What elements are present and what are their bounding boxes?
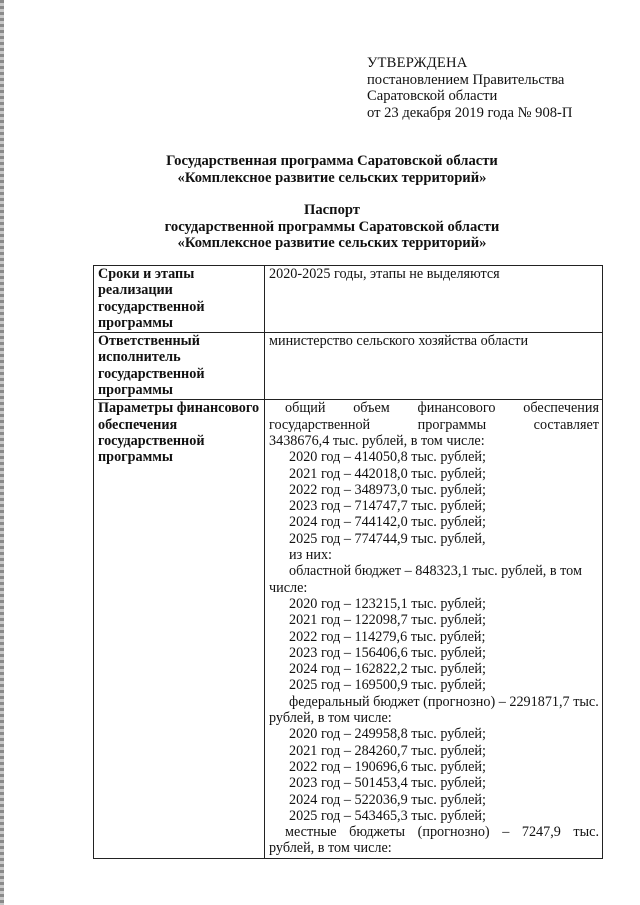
executor-value: министерство сельского хозяйства области [269, 333, 529, 350]
of-them-line: из них: [289, 547, 332, 564]
label-line: Ответственный [98, 333, 200, 350]
row-value [265, 333, 603, 400]
passport-title-line: государственной программы Саратовской области [164, 218, 500, 235]
label-line: Параметры финансового [98, 400, 260, 417]
local-line: местные бюджеты (прогнозно) – 7247,9 тыс. [285, 824, 599, 841]
year-line: 2022 год – 114279,6 тыс. рублей; [289, 628, 486, 645]
approval-line: постановлением Правительства [367, 71, 565, 88]
approval-line: Саратовской области [367, 88, 498, 104]
row-value [265, 266, 603, 333]
year-line: 2021 год – 122098,7 тыс. рублей; [289, 612, 486, 629]
regional-line: областной бюджет – 848323,1 тыс. рублей, в том [289, 563, 582, 580]
federal-line: рублей, в том числе: [269, 710, 392, 727]
period-value: 2020-2025 годы, этапы не выделяются [269, 266, 500, 282]
approval-stamp [367, 55, 572, 121]
year-line: 2023 год – 501453,4 тыс. рублей; [289, 775, 486, 792]
year-line: 2025 год – 169500,9 тыс. рублей; [289, 677, 486, 694]
scan-edge [0, 0, 4, 905]
label-line: программы [98, 449, 173, 466]
year-line: 2025 год – 774744,9 тыс. рублей, [289, 530, 486, 547]
passport-heading: Паспорт [304, 202, 360, 218]
year-line: 2020 год – 414050,8 тыс. рублей; [289, 449, 486, 466]
year-line: 2022 год – 348973,0 тыс. рублей; [289, 481, 486, 498]
financing-text [265, 400, 603, 858]
label-line: исполнитель [98, 349, 181, 366]
passport-title-line: «Комплексное развитие сельских территорий» [177, 235, 487, 251]
label-line: обеспечения [98, 416, 178, 433]
year-line: 2021 год – 442018,0 тыс. рублей; [289, 465, 486, 482]
program-title-line: Государственная программа Саратовской области [166, 153, 498, 169]
passport-title [12, 202, 640, 252]
label-line: государственной [98, 298, 205, 315]
approval-heading: УТВЕРЖДЕНА [367, 55, 468, 71]
year-line: 2021 год – 284260,7 тыс. рублей; [289, 742, 486, 759]
year-line: 2024 год – 744142,0 тыс. рублей; [289, 514, 486, 531]
program-title-line: «Комплексное развитие сельских территорий» [177, 169, 487, 186]
year-line: 2023 год – 156406,6 тыс. рублей; [289, 644, 486, 661]
year-line: 2020 год – 123215,1 тыс. рублей; [289, 595, 486, 612]
total-line: общий объем финансового обеспечения [285, 400, 599, 417]
label-line: государственной [98, 365, 205, 382]
table-row [94, 266, 603, 333]
passport-table [93, 265, 603, 859]
label-line: программы [98, 382, 173, 399]
year-line: 2020 год – 249958,8 тыс. рублей; [289, 726, 486, 743]
label-line: программы [98, 314, 173, 331]
regional-line: числе: [269, 579, 308, 596]
year-line: 2022 год – 190696,6 тыс. рублей; [289, 758, 486, 775]
federal-line: федеральный бюджет (прогнозно) – 2291871,7 тыс. [289, 693, 599, 710]
local-line: рублей, в том числе: [269, 840, 392, 857]
year-line: 2024 год – 522036,9 тыс. рублей; [289, 791, 486, 808]
program-title [12, 153, 640, 186]
table-row [94, 400, 603, 858]
label-line: реализации [98, 282, 173, 299]
label-line: Сроки и этапы [98, 266, 195, 282]
year-line: 2023 год – 714747,7 тыс. рублей; [289, 498, 486, 515]
row-label [94, 333, 265, 400]
year-line: 2025 год – 543465,3 тыс. рублей; [289, 807, 486, 824]
approval-line: от 23 декабря 2019 года № 908-П [367, 104, 573, 121]
label-line: государственной [98, 432, 205, 449]
row-label [94, 266, 265, 333]
year-line: 2024 год – 162822,2 тыс. рублей; [289, 661, 486, 678]
total-line: государственной программы составляет [269, 416, 599, 433]
table-row [94, 333, 603, 400]
total-line: 3438676,4 тыс. рублей, в том числе: [269, 432, 485, 449]
row-label [94, 400, 265, 858]
